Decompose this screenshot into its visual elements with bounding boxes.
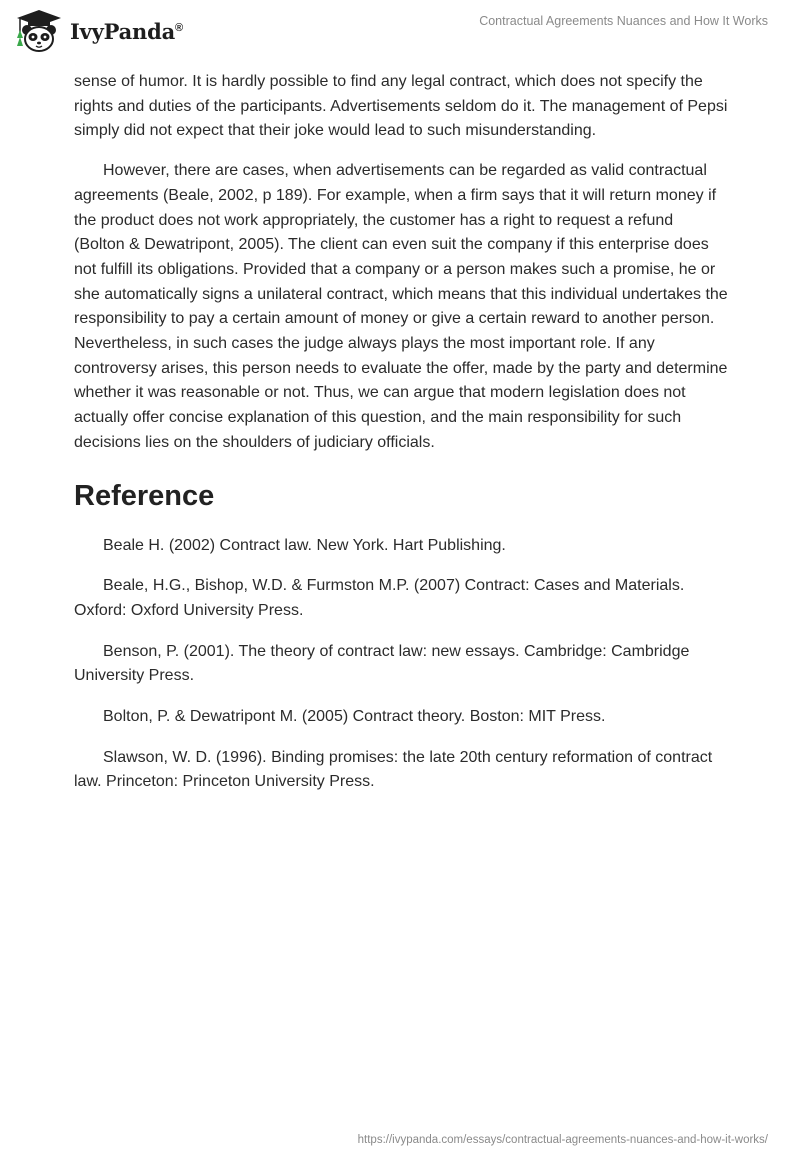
document-title: Contractual Agreements Nuances and How It Works — [479, 14, 768, 28]
reference-item: Slawson, W. D. (1996). Binding promises: the late 20th century reformation of contract law. Princeton: Princeton University Press. — [74, 748, 713, 791]
brand-logo[interactable] — [14, 8, 183, 54]
source-url[interactable]: https://ivypanda.com/essays/contractual-agreements-nuances-and-how-it-works/ — [357, 1134, 768, 1146]
body-paragraph: sense of humor. It is hardly possible to find any legal contract, which does not specify the rights and duties of the participants. Advertisements seldom do it. The management of Pepsi simply did not expect that their joke would lead to such misunderstanding. — [74, 73, 728, 140]
reference-item: Benson, P. (2001). The theory of contract law: new essays. Cambridge: Cambridge University Press. — [74, 642, 690, 685]
reference-heading: Reference — [74, 479, 215, 512]
essay-content — [74, 70, 728, 811]
reference-item: Bolton, P. & Dewatripont M. (2005) Contract theory. Boston: MIT Press. — [103, 708, 606, 726]
brand-name: IvyPanda® — [70, 18, 183, 44]
reference-item: Beale, H.G., Bishop, W.D. & Furmston M.P. (2007) Contract: Cases and Materials. Oxford: Oxford University Press. — [74, 577, 685, 619]
panda-logo-icon — [14, 8, 64, 54]
page-header — [0, 0, 800, 66]
reference-item: Beale H. (2002) Contract law. New York. Hart Publishing. — [103, 536, 506, 554]
registered-mark: ® — [175, 21, 183, 34]
body-paragraph: However, there are cases, when advertisements can be regarded as valid contractual agreements (Beale, 2002, p 189). For example, when a firm says that it will return money if the product does not work appropriately, the customer has a right to request a refund (Bolton & Dewatripont, 2005). The client can even suit the company if this enterprise does not fulfill its obligations. Provided that a company or a person makes such a promise, he or she automatically signs a unilateral contract, which means that this individual undertakes the responsibility to pay a certain amount of money or give a certain reward to another person. Nevertheless, in such cases the judge always plays the most important role. If any controversy arises, this person needs to evaluate the offer, made by the party and determine whether it was reasonable or not. Thus, we can argue that modern legislation does not actually offer concise explanation of this question, and the main responsibility for such decisions lies on the shoulders of judiciary officials. — [74, 162, 728, 451]
